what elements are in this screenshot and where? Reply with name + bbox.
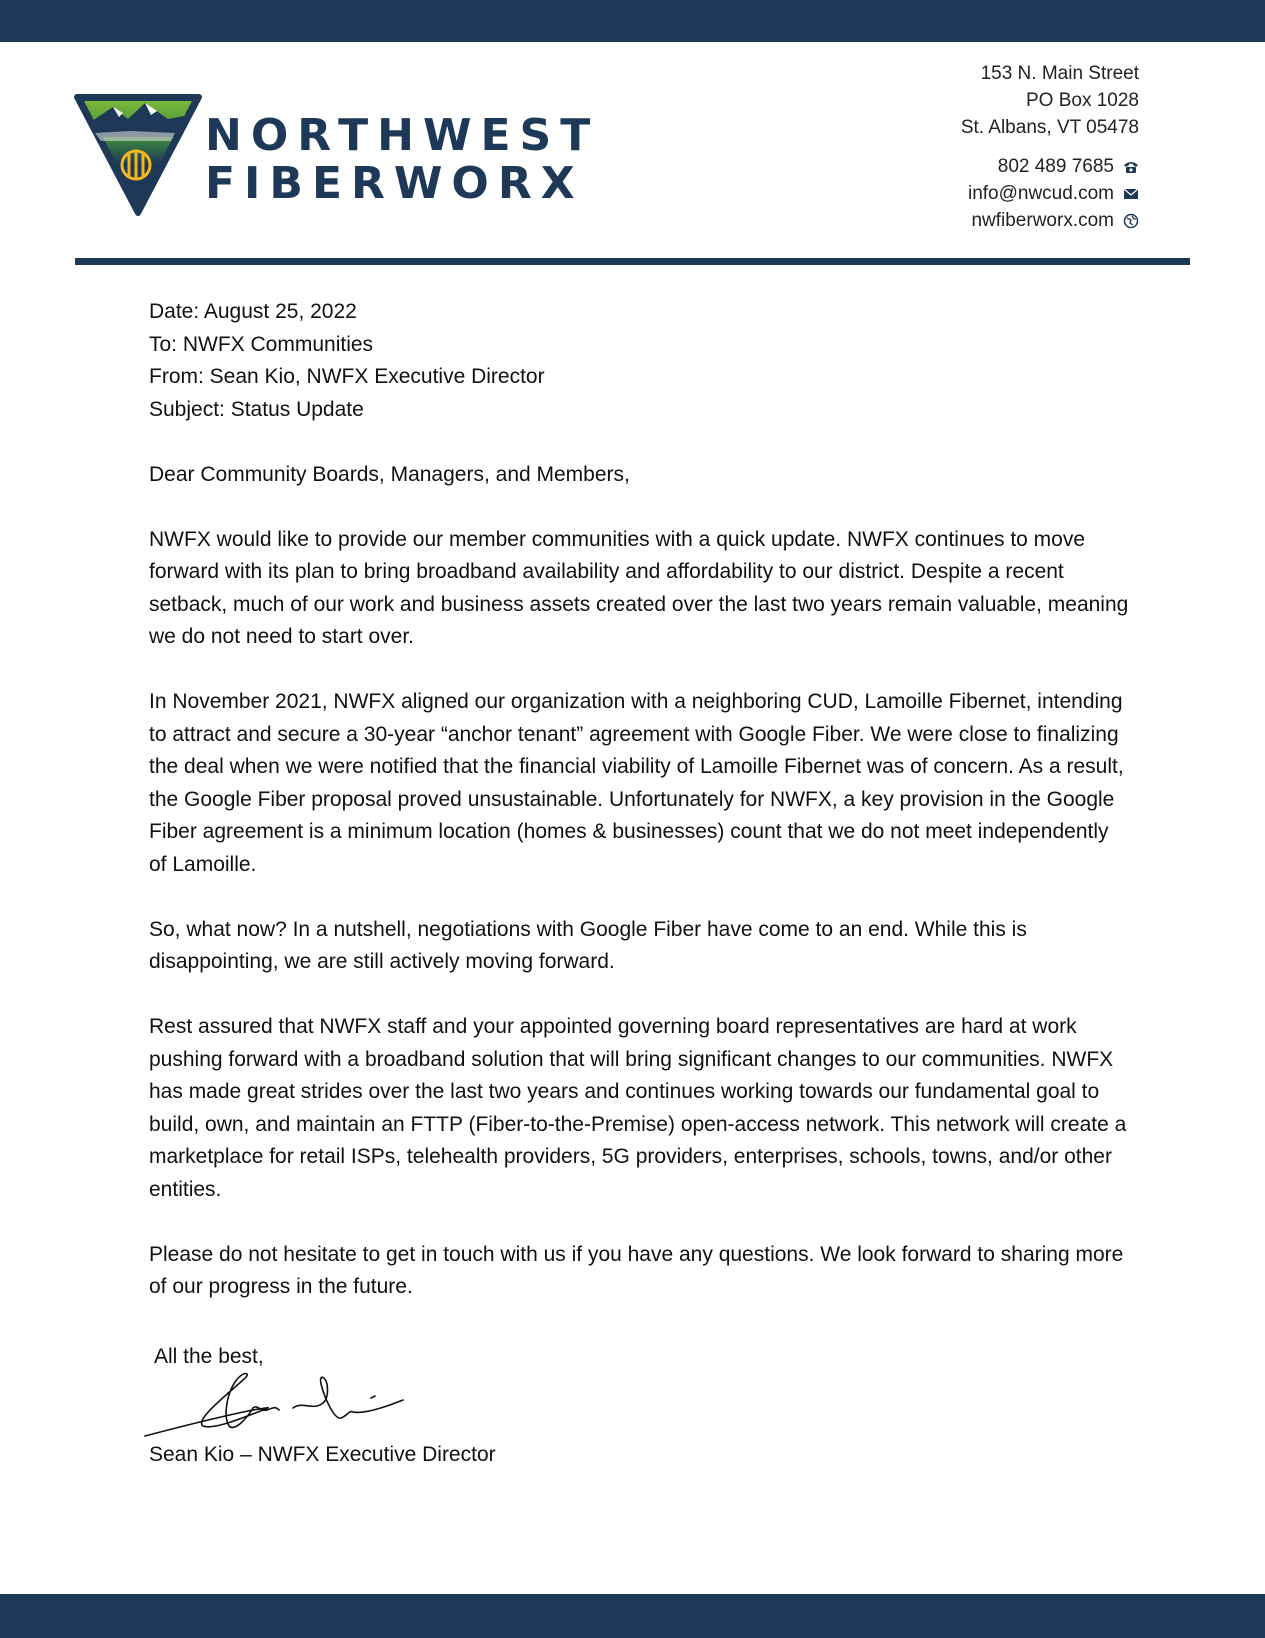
contact-block [961, 60, 1139, 234]
paragraph-2: In November 2021, NWFX aligned our organization with a neighboring CUD, Lamoille Fibernet, intending to attract and secure a 30-year “anchor tenant” agreement with Google Fiber. We were close to finalizing the deal when we were notified that the financial viability of Lamoille Fibernet was of concern. As a result, the Google Fiber proposal proved unsustainable. Unfortunately for NWFX, a key provision in the Google Fiber agreement is a minimum location (homes & businesses) count that we do not meet independently of Lamoille. [149, 690, 1124, 876]
memo-date: Date: August 25, 2022 [149, 300, 357, 323]
website-url: nwfiberworx.com [971, 210, 1114, 231]
salutation: Dear Community Boards, Managers, and Members, [149, 462, 630, 486]
phone-icon [1123, 159, 1139, 175]
contact-email [961, 180, 1139, 207]
contact-website [961, 207, 1139, 234]
signer-name: Sean Kio – NWFX Executive Director [149, 1443, 496, 1466]
contact-phone [961, 153, 1139, 180]
paragraph-1: NWFX would like to provide our member communities with a quick update. NWFX continues to move forward with its plan to bring broadband availability and affordability to our district. Despite a recent setback, much of our work and business assets created over the last two years remain valuable, meaning we do not need to start over. [149, 527, 1129, 648]
memo-subject: Subject: Status Update [149, 397, 364, 421]
address-street: 153 N. Main Street [980, 63, 1139, 84]
brand-line-1: NORTHWEST [205, 110, 600, 161]
address-city: St. Albans, VT 05478 [960, 117, 1139, 138]
paragraph-3: So, what now? In a nutshell, negotiations with Google Fiber have come to an end. While this is disappointing, we are still actively moving forward. [149, 917, 1027, 973]
memo-header [149, 296, 1129, 426]
closing: All the best, [154, 1345, 264, 1368]
letter-body [149, 296, 1129, 1304]
brand-name [205, 112, 599, 208]
brand-line-2: FIBERWORX [205, 158, 584, 209]
header-divider [75, 258, 1190, 265]
email-address: info@nwcud.com [967, 183, 1114, 204]
phone-number: 802 489 7685 [997, 156, 1114, 177]
envelope-icon [1123, 186, 1139, 202]
globe-icon [1123, 213, 1139, 229]
address-po-box: PO Box 1028 [1025, 90, 1139, 111]
memo-to: To: NWFX Communities [149, 332, 374, 356]
memo-from: From: Sean Kio, NWFX Executive Director [149, 365, 545, 388]
nwfx-logo [73, 93, 203, 218]
header-band [0, 0, 1265, 42]
address [961, 60, 1139, 141]
footer-band [0, 1594, 1265, 1638]
paragraph-5: Please do not hesitate to get in touch with us if you have any questions. We look forward to sharing more of our progress in the future. [149, 1242, 1124, 1298]
handwritten-signature [143, 1368, 433, 1440]
paragraph-4: Rest assured that NWFX staff and your appointed governing board representatives are hard at work pushing forward with a broadband solution that will bring significant changes to our communities. NWFX has made great strides over the last two years and continues working towards our fundamental goal to build, own, and maintain an FTTP (Fiber-to-the-Premise) open-access network. This network will create a marketplace for retail ISPs, telehealth providers, 5G providers, enterprises, schools, towns, and/or other entities. [149, 1015, 1127, 1201]
